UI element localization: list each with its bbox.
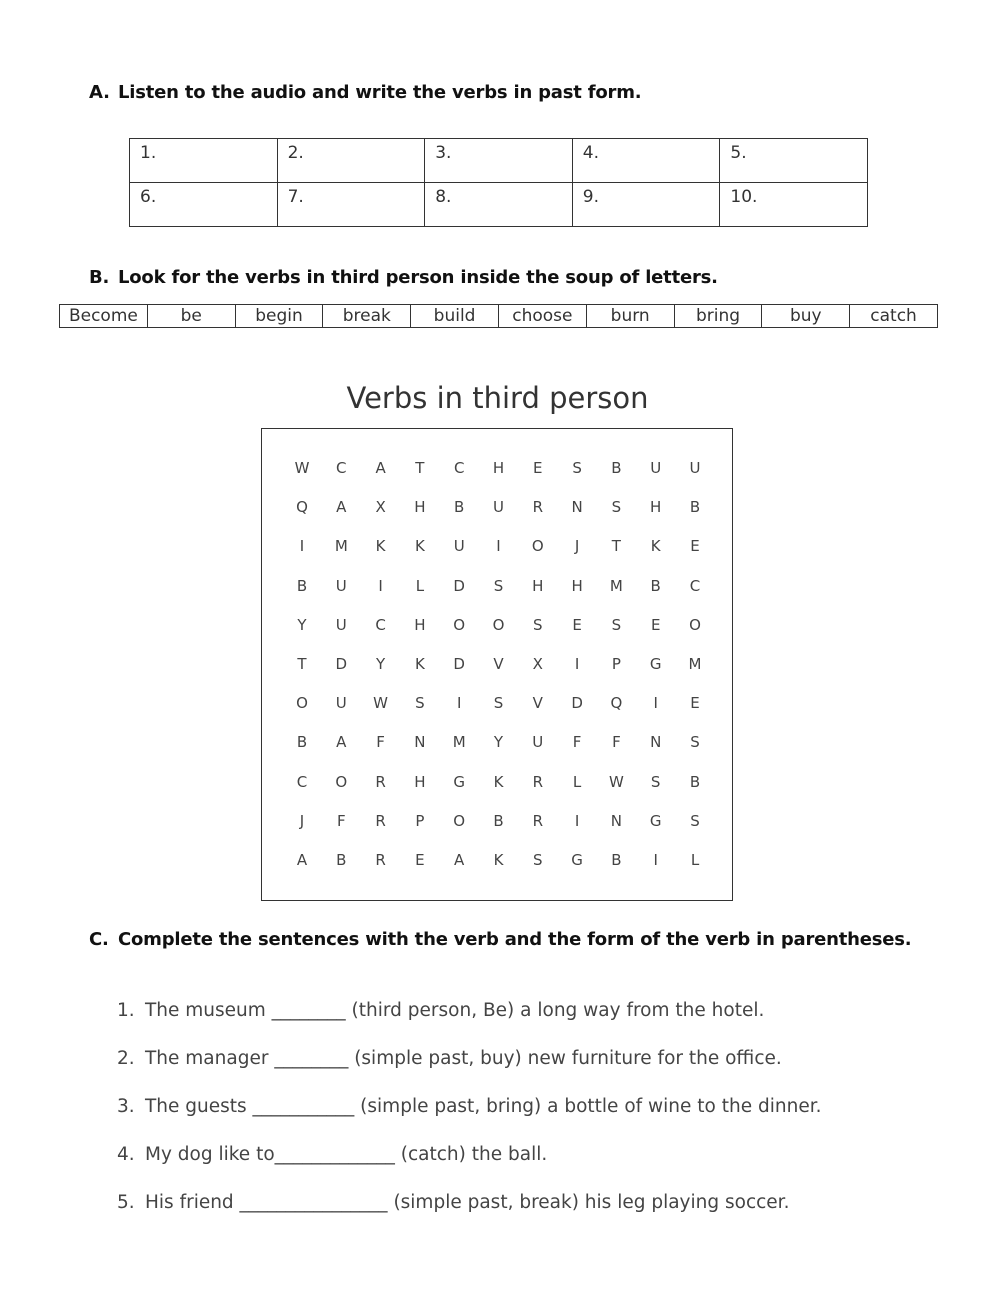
word-bank-item: buy xyxy=(762,305,850,327)
grid-letter[interactable]: O xyxy=(531,537,544,556)
grid-letter[interactable]: E xyxy=(415,851,425,869)
section-a-heading xyxy=(89,82,641,103)
grid-letter[interactable]: S xyxy=(611,498,622,517)
grid-letter[interactable]: A xyxy=(296,851,308,869)
grid-letter[interactable]: B xyxy=(611,459,622,477)
answer-table xyxy=(129,138,868,227)
grid-letter[interactable]: W xyxy=(294,459,310,477)
grid-letter[interactable]: E xyxy=(533,459,543,477)
sentence-item xyxy=(117,1144,822,1192)
grid-letter[interactable]: S xyxy=(415,694,425,713)
grid-letter[interactable]: D xyxy=(453,576,465,595)
grid-letter[interactable]: C xyxy=(336,459,347,477)
grid-letter[interactable]: T xyxy=(415,459,425,477)
grid-letter[interactable]: S xyxy=(650,772,661,791)
grid-letter[interactable]: G xyxy=(649,811,662,830)
grid-letter[interactable]: B xyxy=(296,576,308,595)
sentence-item xyxy=(117,1192,822,1240)
grid-letter[interactable]: V xyxy=(532,694,543,713)
grid-letter[interactable]: O xyxy=(689,615,701,634)
grid-row xyxy=(262,773,732,793)
grid-row xyxy=(262,812,732,832)
sentence-text[interactable]: The guests ___________ (simple past, bring) a bottle of wine to the dinner. xyxy=(145,1096,822,1117)
grid-letter[interactable]: B xyxy=(336,851,347,869)
grid-letter[interactable]: U xyxy=(650,459,662,477)
sentence-number: 5. xyxy=(117,1192,135,1213)
grid-letter[interactable]: B xyxy=(493,811,504,830)
grid-letter[interactable]: U xyxy=(335,576,347,595)
grid-row xyxy=(262,616,732,636)
sentence-list xyxy=(117,1000,822,1240)
grid-letter[interactable]: X xyxy=(375,498,386,517)
sentence-text[interactable]: The manager ________ (simple past, buy) new furniture for the office. xyxy=(145,1048,782,1069)
answer-cell[interactable]: 8. xyxy=(425,183,573,227)
section-c-title: Complete the sentences with the verb and the form of the verb in parentheses. xyxy=(118,929,912,950)
grid-letter[interactable]: H xyxy=(492,459,505,477)
grid-letter[interactable]: U xyxy=(689,459,701,477)
grid-letter[interactable]: Y xyxy=(376,655,386,673)
grid-letter[interactable]: Q xyxy=(296,498,308,517)
word-bank-item: build xyxy=(411,305,499,327)
grid-letter[interactable]: P xyxy=(415,811,425,830)
grid-letter[interactable]: A xyxy=(454,851,465,869)
word-bank-item: break xyxy=(323,305,411,327)
word-bank-item: be xyxy=(148,305,236,327)
grid-letter[interactable]: D xyxy=(335,655,348,673)
grid-letter[interactable]: F xyxy=(572,733,582,752)
grid-letter[interactable]: B xyxy=(650,576,661,595)
sentence-item xyxy=(117,1096,822,1144)
grid-letter[interactable]: B xyxy=(296,733,308,752)
grid-letter[interactable]: R xyxy=(532,772,544,791)
grid-letter[interactable]: K xyxy=(414,537,425,556)
grid-letter[interactable]: Q xyxy=(610,694,623,713)
grid-letter[interactable]: I xyxy=(299,537,305,556)
word-bank-item: Become xyxy=(60,305,148,327)
grid-letter[interactable]: T xyxy=(297,655,307,673)
grid-letter[interactable]: U xyxy=(335,694,347,713)
grid-letter[interactable]: C xyxy=(453,459,465,477)
answer-cell[interactable]: 5. xyxy=(720,139,868,183)
sentence-item xyxy=(117,1000,822,1048)
grid-row xyxy=(262,498,732,518)
answer-cell[interactable]: 6. xyxy=(130,183,278,227)
grid-letter[interactable]: A xyxy=(375,459,386,477)
answer-cell[interactable]: 10. xyxy=(720,183,868,227)
grid-letter[interactable]: S xyxy=(690,811,700,830)
grid-letter[interactable]: H xyxy=(414,772,426,791)
grid-letter[interactable]: N xyxy=(650,733,662,752)
puzzle-title: Verbs in third person xyxy=(346,381,649,415)
grid-letter[interactable]: D xyxy=(571,694,583,713)
grid-letter[interactable]: O xyxy=(335,772,348,791)
section-b-title: Look for the verbs in third person inside the soup of letters. xyxy=(118,267,718,288)
answer-cell[interactable]: 1. xyxy=(130,139,278,183)
grid-letter[interactable]: R xyxy=(375,851,386,869)
word-bank-item: choose xyxy=(499,305,587,327)
grid-letter[interactable]: S xyxy=(533,851,543,869)
grid-letter[interactable]: W xyxy=(373,694,389,713)
grid-letter[interactable]: K xyxy=(493,851,504,869)
grid-letter[interactable]: M xyxy=(688,655,702,673)
section-a-letter: A. xyxy=(89,82,110,103)
word-bank-item: bring xyxy=(675,305,763,327)
grid-letter[interactable]: C xyxy=(296,772,308,791)
grid-letter[interactable]: U xyxy=(453,537,465,556)
answer-cell[interactable]: 3. xyxy=(425,139,573,183)
grid-letter[interactable]: O xyxy=(453,811,466,830)
sentence-number: 2. xyxy=(117,1048,135,1069)
grid-letter[interactable]: Y xyxy=(297,615,307,634)
grid-letter[interactable]: E xyxy=(572,615,582,634)
grid-letter[interactable]: R xyxy=(375,772,386,791)
answer-cell[interactable]: 9. xyxy=(572,183,720,227)
grid-letter[interactable]: A xyxy=(336,733,347,752)
grid-letter[interactable]: L xyxy=(415,576,425,595)
section-b-letter: B. xyxy=(89,267,110,288)
grid-letter[interactable]: I xyxy=(378,576,383,595)
grid-letter[interactable]: L xyxy=(572,772,582,791)
section-c-heading xyxy=(89,929,911,950)
answer-row xyxy=(130,183,868,227)
grid-letter[interactable]: N xyxy=(414,733,426,752)
answer-cell[interactable]: 2. xyxy=(277,139,425,183)
grid-row xyxy=(262,577,732,597)
grid-letter[interactable]: R xyxy=(375,811,386,830)
grid-letter[interactable]: K xyxy=(414,655,425,673)
grid-letter[interactable]: K xyxy=(650,537,661,556)
grid-letter[interactable]: S xyxy=(493,576,504,595)
answer-row xyxy=(130,139,868,183)
grid-letter[interactable]: M xyxy=(452,733,466,752)
grid-letter[interactable]: K xyxy=(493,772,504,791)
grid-letter[interactable]: G xyxy=(649,655,662,673)
grid-letter[interactable]: I xyxy=(574,811,580,830)
grid-letter[interactable]: Y xyxy=(493,733,504,752)
sentence-item xyxy=(117,1048,822,1096)
word-bank-item: catch xyxy=(870,306,917,326)
grid-letter[interactable]: J xyxy=(299,811,305,830)
grid-letter[interactable]: R xyxy=(532,498,544,517)
word-bank-item: burn xyxy=(587,305,675,327)
grid-letter[interactable]: I xyxy=(653,851,658,869)
sentence-number: 1. xyxy=(117,1000,135,1021)
grid-letter[interactable]: B xyxy=(689,498,701,517)
grid-letter[interactable]: U xyxy=(532,733,544,752)
grid-letter[interactable]: F xyxy=(336,811,346,830)
grid-letter[interactable]: E xyxy=(650,615,661,634)
grid-row xyxy=(262,851,732,871)
sentence-text[interactable]: My dog like to_____________ (catch) the ball. xyxy=(145,1144,548,1165)
grid-letter[interactable]: C xyxy=(375,615,386,634)
sentence-text[interactable]: The museum ________ (third person, Be) a long way from the hotel. xyxy=(145,1000,765,1021)
section-a-title: Listen to the audio and write the verbs in past form. xyxy=(118,82,642,103)
grid-letter[interactable]: F xyxy=(612,733,621,752)
grid-letter[interactable]: S xyxy=(690,733,700,752)
grid-letter[interactable]: I xyxy=(653,694,658,713)
grid-letter[interactable]: O xyxy=(296,694,308,713)
grid-letter[interactable]: X xyxy=(532,655,543,673)
grid-letter[interactable]: H xyxy=(414,615,426,634)
grid-letter[interactable]: V xyxy=(493,655,504,673)
grid-letter[interactable]: E xyxy=(690,694,700,713)
grid-letter[interactable]: C xyxy=(689,576,701,595)
grid-letter[interactable]: M xyxy=(334,537,348,556)
grid-letter[interactable]: N xyxy=(571,498,583,517)
grid-letter[interactable]: S xyxy=(611,615,622,634)
grid-letter[interactable]: B xyxy=(454,498,465,517)
grid-row xyxy=(262,655,732,675)
grid-letter[interactable]: H xyxy=(571,576,583,595)
grid-letter[interactable]: U xyxy=(335,615,347,634)
word-bank xyxy=(59,304,938,328)
grid-letter[interactable]: M xyxy=(609,576,623,595)
grid-letter[interactable]: A xyxy=(336,498,347,517)
grid-row xyxy=(262,694,732,714)
grid-letter[interactable]: H xyxy=(650,498,662,517)
grid-letter[interactable]: U xyxy=(493,498,504,517)
grid-letter[interactable]: W xyxy=(608,772,624,791)
sentence-number: 3. xyxy=(117,1096,135,1117)
grid-row xyxy=(262,537,732,557)
grid-letter[interactable]: J xyxy=(574,537,580,556)
grid-letter[interactable]: G xyxy=(571,851,583,869)
grid-letter[interactable]: O xyxy=(453,615,466,634)
sentence-number: 4. xyxy=(117,1144,135,1165)
grid-letter[interactable]: N xyxy=(610,811,622,830)
grid-letter[interactable]: S xyxy=(493,694,504,713)
grid-letter[interactable]: P xyxy=(611,655,621,673)
grid-letter[interactable]: O xyxy=(492,615,505,634)
grid-letter[interactable]: I xyxy=(456,694,462,713)
grid-row xyxy=(262,733,732,753)
answer-cell[interactable]: 7. xyxy=(277,183,425,227)
grid-letter[interactable]: S xyxy=(533,615,543,634)
grid-letter[interactable]: B xyxy=(689,772,701,791)
grid-letter[interactable]: I xyxy=(574,655,580,673)
grid-letter[interactable]: I xyxy=(496,537,501,556)
grid-letter[interactable]: G xyxy=(453,772,465,791)
answer-cell[interactable]: 4. xyxy=(572,139,720,183)
grid-letter[interactable]: K xyxy=(375,537,386,556)
grid-letter[interactable]: F xyxy=(376,733,385,752)
section-b-heading xyxy=(89,267,718,288)
grid-letter[interactable]: B xyxy=(611,851,622,869)
grid-letter[interactable]: D xyxy=(453,655,465,673)
grid-letter[interactable]: E xyxy=(690,537,700,556)
grid-letter[interactable]: H xyxy=(414,498,426,517)
grid-letter[interactable]: L xyxy=(690,851,700,869)
section-c-letter: C. xyxy=(89,929,109,950)
grid-letter[interactable]: S xyxy=(572,459,582,477)
grid-row xyxy=(262,459,732,479)
grid-letter[interactable]: T xyxy=(611,537,621,556)
word-search-grid xyxy=(261,428,733,901)
grid-letter[interactable]: R xyxy=(532,811,544,830)
grid-letter[interactable]: H xyxy=(532,576,544,595)
word-bank-item: begin xyxy=(236,305,324,327)
sentence-text[interactable]: His friend ________________ (simple past, break) his leg playing soccer. xyxy=(145,1192,790,1213)
